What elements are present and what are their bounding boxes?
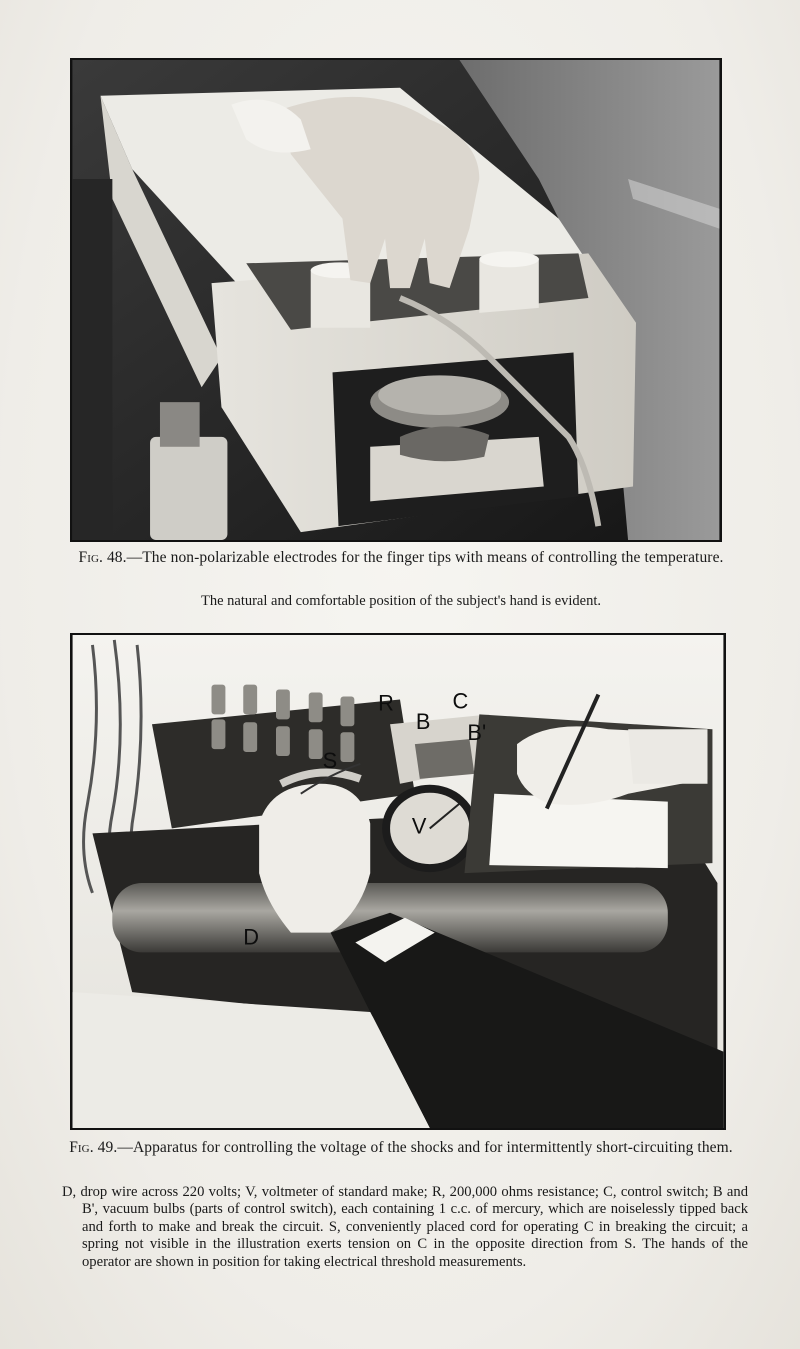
figure-49-caption [56,1138,746,1157]
jar [150,437,227,540]
label-r: R [378,690,394,716]
figure-49-legend: D, drop wire across 220 volts; V, voltmeter of standard make; R, 200,000 ohms resistance; C, control switch; B and B', vacuum bulbs (parts of control switch), each containing 1 c.c. of mercury, which are noiselessly tipped back and forth to make and break the circuit. S, conveniently placed cord for operating C in breaking the circuit; a spring not visible in the illustration exerts tension on C in the opposite direction from S. The hands of the operator are shown in position for taking electrical threshold measurements. [62,1184,748,1270]
label-c: C [452,688,469,714]
figure-48-subcaption: The natural and comfortable position of the subject's hand is evident. [200,593,602,609]
label-v: V [411,813,427,839]
figure-49-illustration [72,635,724,1128]
figure-48-label: Fig. 48. [78,549,127,566]
figure-49-photo [70,633,726,1130]
figure-48-photo [70,58,722,542]
record-sheet [489,794,668,868]
figure-48-illustration [72,60,720,540]
left-hand-shape [259,784,370,933]
label-b-prime: B' [467,720,487,746]
label-d: D [243,924,260,950]
label-b: B [415,709,431,735]
label-s: S [322,747,338,773]
figure-48-caption [56,548,746,567]
figure-49-label: Fig. 49. [69,1139,118,1156]
figure-49-caption-text: —Apparatus for controlling the voltage of the shocks and for intermittently short-circuiting them. [117,1139,733,1156]
figure-48-caption-text: —The non-polarizable electrodes for the finger tips with means of controlling the temperature. [126,549,724,566]
